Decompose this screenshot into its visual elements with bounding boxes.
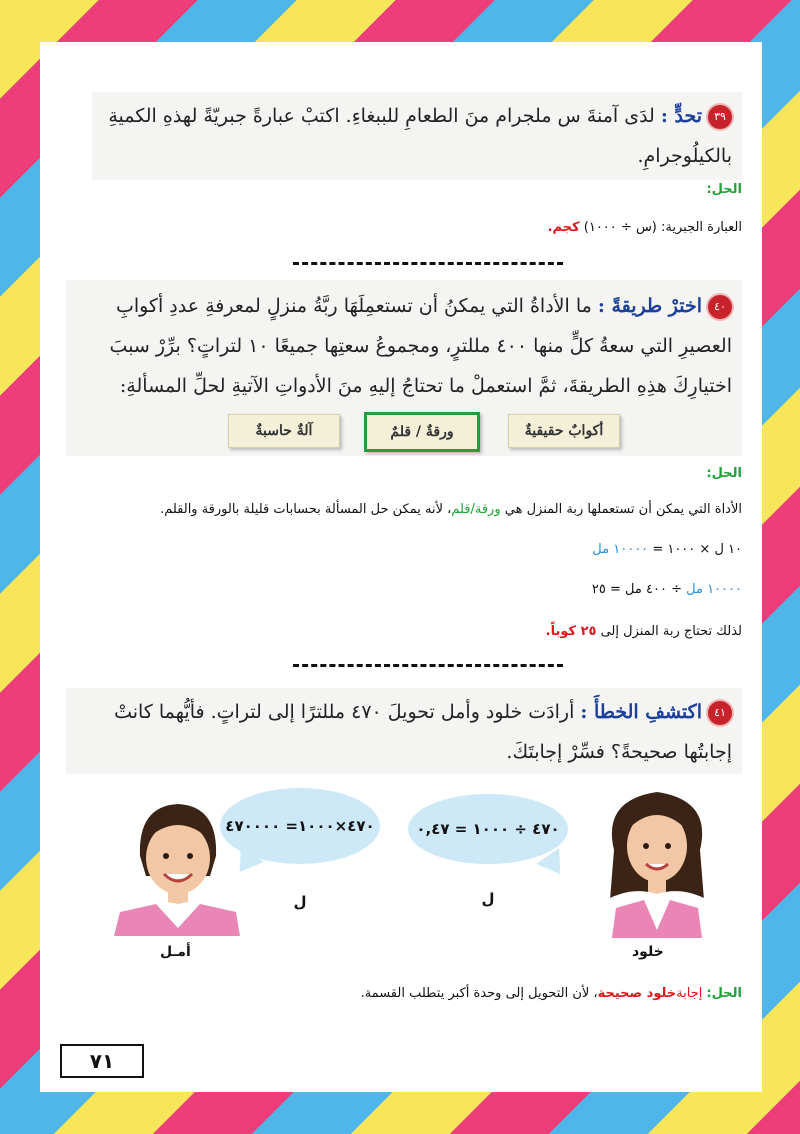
solution-label: الحل: [706, 182, 742, 197]
question-text: ما الأداةُ التي يمكنُ أن تستعمِلَهَا ربَّةُ منزلٍ لمعرفةِ عددِ أكوابِ العصيرِ التي سعةُ كلٍّ منها ٤٠٠ مللترٍ، ومجموعُ سعتِها جميعًا ١٠ لتراتٍ؟ برِّرْ سببَ اختيارِكَ هذِهِ الطريقةَ، ثمَّ استعملْ ما تحتاجُ إليهِ منَ الأدواتِ الآتيةِ لحلِّ المسألةِ: [109, 295, 732, 397]
solution-line-3: ١٠٠٠٠ مل ÷ ٤٠٠ مل = ٢٥ [591, 582, 742, 597]
tool-calculator[interactable]: آلةٌ حاسبةٌ [228, 414, 340, 448]
name-amal: أمـل [160, 944, 191, 960]
question-number-badge: ٣٩ [708, 105, 732, 129]
question-41 [66, 688, 742, 774]
section-divider [293, 664, 563, 667]
solution-label: الحل: [706, 466, 742, 481]
tool-options [190, 412, 620, 452]
worksheet-page [40, 42, 762, 1092]
question-title: اخترْ طريقةً : [597, 295, 702, 317]
solution-answer: العبارة الجبرية: (س ÷ ١٠٠٠) كجم. [547, 220, 742, 235]
section-divider [293, 262, 563, 265]
answer-unit: كجم. [547, 220, 580, 235]
page-number: ٧١ [60, 1044, 144, 1078]
question-number-badge: ٤١ [708, 701, 732, 725]
question-number-badge: ٤٠ [708, 295, 732, 319]
question-text: لدَى آمنةَ س ملجرام منَ الطعامِ للببغاءِ. اكتبْ عبارةً جبريّةً لهذهِ الكميةِ بالكيلُوجرامِ. [108, 105, 732, 167]
solution-q41: الحل: إجابةخلود صحيحة، لأن التحويل إلى وحدة أكبر يتطلب القسمة. [360, 986, 742, 1001]
solution-line-4: لذلك تحتاج ربة المنزل إلى ٢٥ كوباً. [545, 624, 742, 639]
tool-paper-pencil[interactable]: ورقةٌ / قلمٌ [364, 412, 480, 452]
question-title: تحدٍّ : [660, 105, 702, 127]
girl-khulood-illustration [592, 780, 722, 938]
solution-line-1: الأداة التي يمكن أن تستعملها ربة المنزل هي ورقة/قلم، لأنه يمكن حل المسألة بحسابات قليلة بالورقة والقلم. [160, 502, 742, 517]
question-text: أرادَت خلود وأمل تحويلَ ٤٧٠ مللترًا إلى لتراتٍ. فأيُّهما كانتْ إجابتُها صحيحةً؟ فسِّرْ إجابتَكَ. [114, 701, 732, 763]
girl-amal-illustration [98, 796, 248, 936]
question-39 [92, 92, 742, 180]
tool-real-cups[interactable]: أكوابٌ حقيقيةٌ [508, 414, 620, 448]
question-title: اكتشفِ الخطأَ : [580, 701, 702, 723]
name-khulood: خلود [632, 944, 664, 960]
speech-bubble-amal: ٤٧٠×١٠٠٠= ٤٧٠٠٠٠ ل [220, 788, 380, 864]
speech-bubble-khulood: ٤٧٠ ÷ ١٠٠٠ = ٠,٤٧ ل [408, 794, 568, 864]
solution-line-2: ١٠ ل × ١٠٠٠ = ١٠٠٠٠ مل [592, 542, 742, 557]
